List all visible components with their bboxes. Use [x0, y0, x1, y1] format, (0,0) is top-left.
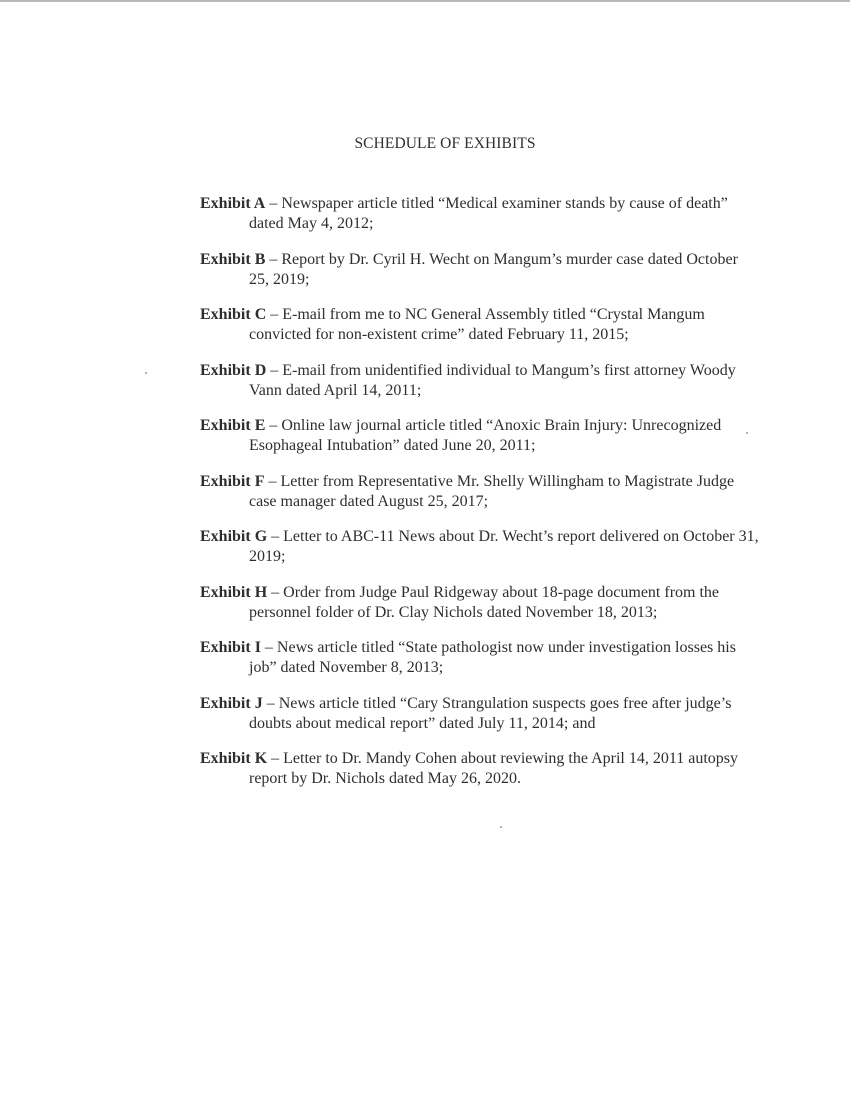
exhibit-item-b — [200, 250, 760, 290]
exhibit-label: Exhibit F — [200, 472, 265, 490]
exhibit-label: Exhibit E — [200, 417, 266, 434]
exhibit-description: – Report by Dr. Cyril H. Wecht on Mangum’s murder case dated October 25, 2019; — [249, 250, 738, 288]
exhibit-item-f — [200, 472, 760, 512]
document-title: SCHEDULE OF EXHIBITS — [354, 135, 536, 152]
scan-speck — [145, 372, 147, 374]
exhibit-item-i — [200, 638, 760, 678]
exhibit-item-e — [200, 416, 760, 456]
exhibit-description: – E-mail from me to NC General Assembly titled “Crystal Mangum convicted for non-existent crime” dated February 11, 2015; — [249, 306, 705, 343]
exhibit-item-d — [200, 361, 760, 401]
exhibit-label: Exhibit K — [200, 750, 268, 767]
exhibit-label: Exhibit A — [200, 195, 266, 212]
exhibit-description: – Letter from Representative Mr. Shelly Willingham to Magistrate Judge case manager dated August 25, 2017; — [249, 472, 735, 510]
exhibit-item-h — [200, 583, 760, 623]
exhibit-label: Exhibit I — [200, 639, 261, 656]
exhibit-label: Exhibit H — [200, 583, 268, 601]
exhibit-description: – News article titled “State pathologist now under investigation losses his job” dated November 8, 2013; — [249, 639, 736, 676]
exhibit-description: – Online law journal article titled “Anoxic Brain Injury: Unrecognized Esophageal Intubation” dated June 20, 2011; — [249, 417, 722, 454]
exhibit-label: Exhibit B — [200, 250, 266, 268]
exhibit-item-a — [200, 194, 760, 234]
exhibit-list — [200, 194, 760, 805]
exhibit-item-k — [200, 749, 760, 789]
exhibit-description: – Letter to Dr. Mandy Cohen about reviewing the April 14, 2011 autopsy report by Dr. Nichols dated May 26, 2020. — [249, 750, 739, 787]
exhibit-description: – Newspaper article titled “Medical examiner stands by cause of death” dated May 4, 2012; — [249, 195, 728, 232]
exhibit-description: – E-mail from unidentified individual to Mangum’s first attorney Woody Vann dated April 14, 2011; — [249, 361, 736, 399]
exhibit-label: Exhibit C — [200, 306, 267, 323]
exhibit-item-g — [200, 527, 760, 567]
scan-speck — [746, 432, 748, 434]
exhibit-label: Exhibit J — [200, 694, 263, 712]
scan-speck — [500, 826, 502, 828]
exhibit-item-c — [200, 305, 760, 345]
exhibit-item-j — [200, 694, 760, 734]
exhibit-label: Exhibit D — [200, 361, 267, 379]
exhibit-description: – Letter to ABC-11 News about Dr. Wecht’s report delivered on October 31, 2019; — [249, 528, 759, 565]
exhibit-description: – Order from Judge Paul Ridgeway about 18-page document from the personnel folder of Dr. Clay Nichols dated November 18, 2013; — [249, 583, 720, 621]
exhibit-label: Exhibit G — [200, 528, 268, 545]
exhibit-description: – News article titled “Cary Strangulation suspects goes free after judge’s doubts about medical report” dated July 11, 2014; and — [249, 694, 732, 732]
